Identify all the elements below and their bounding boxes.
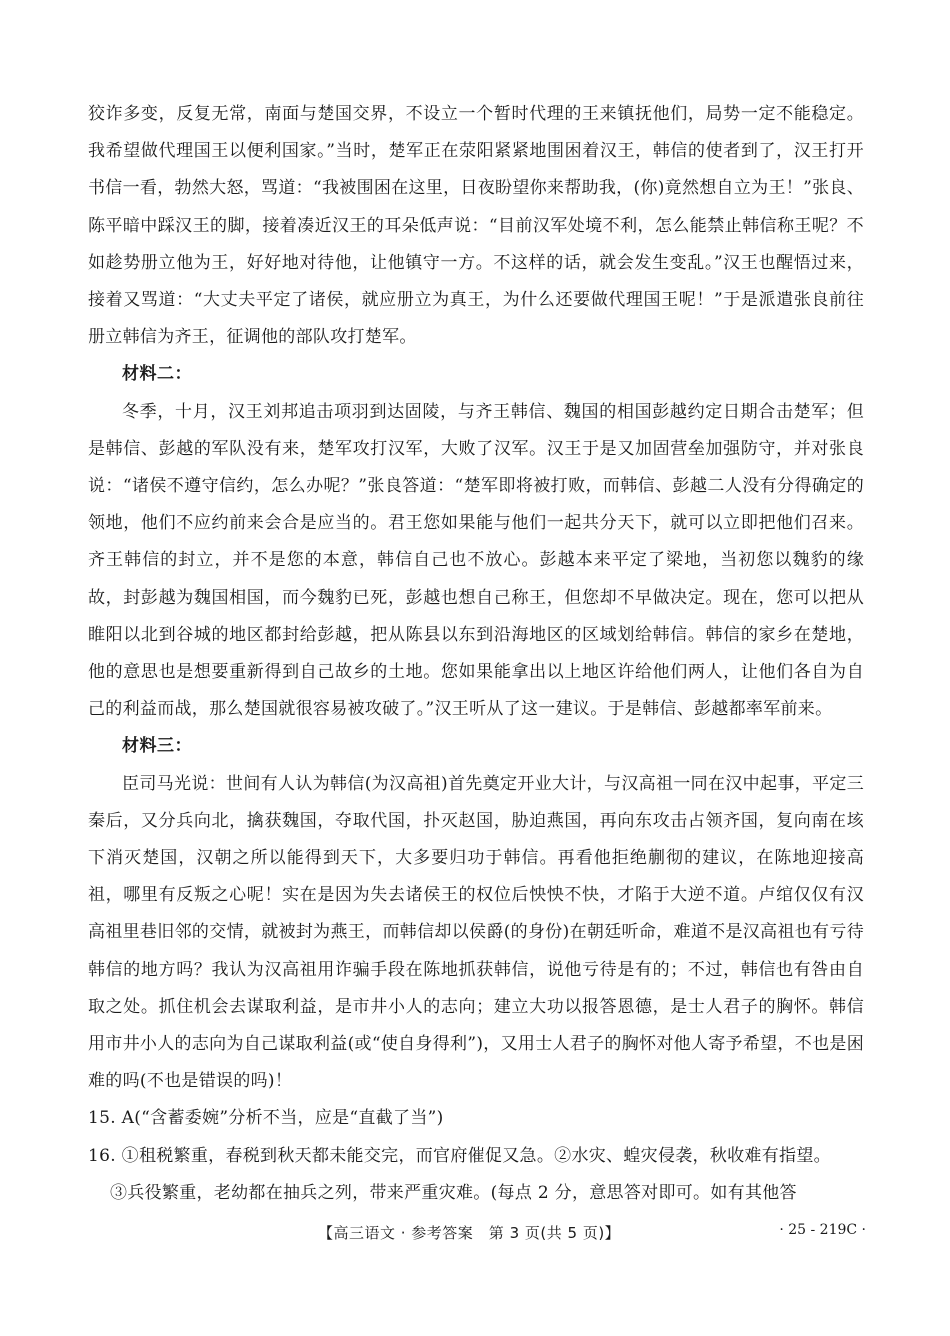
answer-15: 15. A(“含蓄委婉”分析不当，应是“直截了当”): [88, 1108, 444, 1129]
footer-title: 【高三语文 · 参考答案 第 3 页(共 5 页)】: [318, 1224, 621, 1242]
material-two-text: 冬季，十月，汉王刘邦追击项羽到达固陵，与齐王韩信、魏国的相国彭越约定日期合击楚军；但是韩信、彭越的军队没有来，楚军攻打汉军，大败了汉军。汉王于是又加固营垒加强防守，并对张良说：“诸侯不遵守信约，怎么办呢？”张良答道：“楚军即将被打败，而韩信、彭越二人没有分得确定的领地，他们不应约前来会合是应当的。君王您如果能与他们一起共分天下，就可以立即把他们召来。齐王韩信的封立，并不是您的本意，韩信自己也不放心。彭越本来平定了梁地，当初您以魏豹的缘故，封彭越为魏国相国，而今魏豹已死，彭越也想自己称王，但您却不早做决定。现在，您可以把从睢阳以北到谷城的地区都封给彭越，把从陈县以东到沿海地区的区域划给韩信。韩信的家乡在楚地，他的意思也是想要重新得到自己故乡的土地。您如果能拿出以上地区许给他们两人，让他们各自为自己的利益而战，那么楚国就很容易被攻破了。”汉王听从了这一建议。于是韩信、彭越都率军前来。: [88, 401, 864, 720]
answer-16-line-2: ③兵役繁重，老幼都在抽兵之列，带来严重灾难。(每点 2 分，意思答对即可。如有其他答: [110, 1182, 797, 1203]
answer-content: [88, 96, 864, 1212]
material-two-heading: 材料二：: [122, 364, 192, 385]
material-three-heading: 材料三：: [122, 736, 192, 757]
answer-16-line-1: 16. ①租税繁重，春税到秋天都未能交完，而官府催促又急。②水灾、蝗灾侵袭，秋收难有指望。: [88, 1145, 831, 1166]
footer-code: · 25 - 219C ·: [779, 1222, 866, 1238]
material-three-text: 臣司马光说：世间有人认为韩信(为汉高祖)首先奠定开业大计，与汉高祖一同在汉中起事，平定三秦后，又分兵向北，擒获魏国，夺取代国，扑灭赵国，胁迫燕国，再向东攻击占领齐国，复向南在垓下消灭楚国，汉朝之所以能得到天下，大多要归功于韩信。再看他拒绝蒯彻的建议，在陈地迎接高祖，哪里有反叛之心呢！实在是因为失去诸侯王的权位后怏怏不快，才陷于大逆不道。卢绾仅仅有汉高祖里巷旧邻的交情，就被封为燕王，而韩信却以侯爵(的身份)在朝廷听命，难道不是汉高祖也有亏待韩信的地方吗？我认为汉高祖用诈骗手段在陈地抓获韩信，说他亏待是有的；不过，韩信也有咎由自取之处。抓住机会去谋取利益，是市井小人的志向；建立大功以报答恩德，是士人君子的胸怀。韩信用市井小人的志向为自己谋取利益(或“使自身得利”)，又用士人君子的胸怀对他人寄予希望，不也是困难的吗(不也是错误的吗)！: [88, 773, 864, 1092]
page-footer: [0, 1222, 950, 1252]
material-one-continuation: 狡诈多变，反复无常，南面与楚国交界，不设立一个暂时代理的王来镇抚他们，局势一定不能稳定。我希望做代理国王以便利国家。”当时，楚军正在荥阳紧紧地围困着汉王，韩信的使者到了，汉王打开书信一看，勃然大怒，骂道：“我被围困在这里，日夜盼望你来帮助我，(你)竟然想自立为王！”张良、陈平暗中踩汉王的脚，接着凑近汉王的耳朵低声说：“目前汉军处境不利，怎么能禁止韩信称王呢？不如趁势册立他为王，好好地对待他，让他镇守一方。不这样的话，就会发生变乱。”汉王也醒悟过来，接着又骂道：“大丈夫平定了诸侯，就应册立为真王，为什么还要做代理国王呢！”于是派遣张良前往册立韩信为齐王，征调他的部队攻打楚军。: [88, 104, 864, 348]
